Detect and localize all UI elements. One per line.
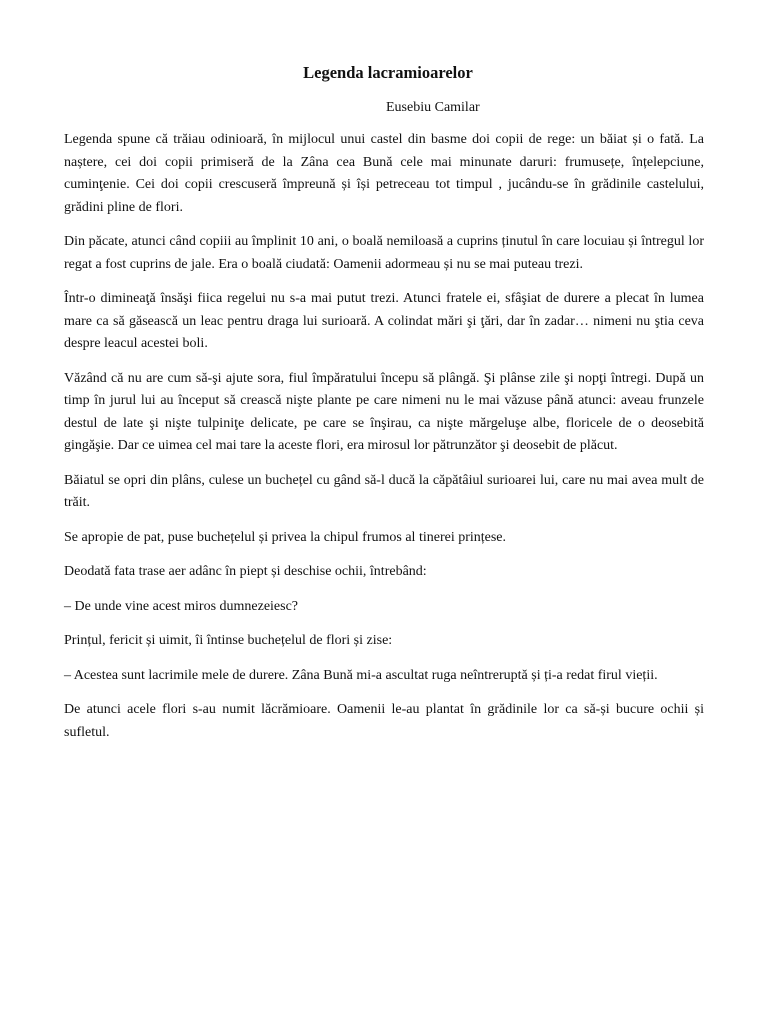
- paragraph: De atunci acele flori s-au numit lăcrămioare. Oamenii le-au plantat în grădinile lor ca să-și bucure ochii și sufletul.: [64, 702, 704, 740]
- dialogue-line: – De unde vine acest miros dumnezeiesc?: [64, 598, 299, 614]
- paragraph: Prințul, fericit și uimit, îi întinse buchețelul de flori și zise:: [64, 633, 393, 648]
- document-author: Eusebiu Camilar: [386, 100, 480, 115]
- document-title: Legenda lacramioarelor: [303, 63, 473, 82]
- paragraph: Deodată fata trase aer adânc în piept și deschise ochii, întrebând:: [64, 564, 427, 579]
- paragraph: Legenda spune că trăiau odinioară, în mijlocul unui castel din basme doi copii de rege: un băiat și o fată. La naștere, cei doi copii primiseră de la Zâna cea Bună cele mai minunate daruri: frumusețe, înțelepciune, cuminţenie. Cei doi copii crescuseră împreună și își petreceau tot timpul , jucându-se în grădinile castelului, grădini pline de flori.: [64, 132, 704, 215]
- paragraph: Într-o dimineaţă însăşi fiica regelui nu s-a mai putut trezi. Atunci fratele ei, sfâşiat de durere a plecat în lumea mare ca să găsească un leac pentru draga lui surioară. A colindat mări şi ţări, dar în zadar… nimeni nu ştia ceva despre leacul acestei boli.: [64, 291, 704, 351]
- document-page: [64, 62, 704, 744]
- dialogue-line: – Acestea sunt lacrimile mele de durere. Zâna Bună mi-a ascultat ruga neîntreruptă și ți-a redat firul vieții.: [64, 667, 658, 683]
- paragraph: Văzând că nu are cum să-şi ajute sora, fiul împăratului începu să plângă. Şi plânse zile şi nopţi întregi. După un timp în jurul lui au început să crească nişte plante pe care nimeni nu le mai văzuse până atunci: aveau frunzele destul de late şi nişte tulpiniţe delicate, pe care se înşirau, ca nişte mărgeluşe albe, floricele de o deosebită gingăşie. Dar ce uimea cel mai tare la aceste flori, era mirosul lor pătrunzător şi deosebit de plăcut.: [64, 370, 704, 453]
- paragraph: Se apropie de pat, puse buchețelul și privea la chipul frumos al tinerei prințese.: [64, 529, 507, 545]
- paragraph: Băiatul se opri din plâns, culese un buchețel cu gând să-l ducă la căpătâiul surioarei lui, care nu mai avea mult de trăit.: [64, 472, 704, 510]
- paragraph: Din păcate, atunci când copiii au împlinit 10 ani, o boală nemiloasă a cuprins ținutul în care locuiau și întregul lor regat a fost cuprins de jale. Era o boală ciudată: Oamenii adormeau și nu se mai puteau trezi.: [64, 234, 704, 272]
